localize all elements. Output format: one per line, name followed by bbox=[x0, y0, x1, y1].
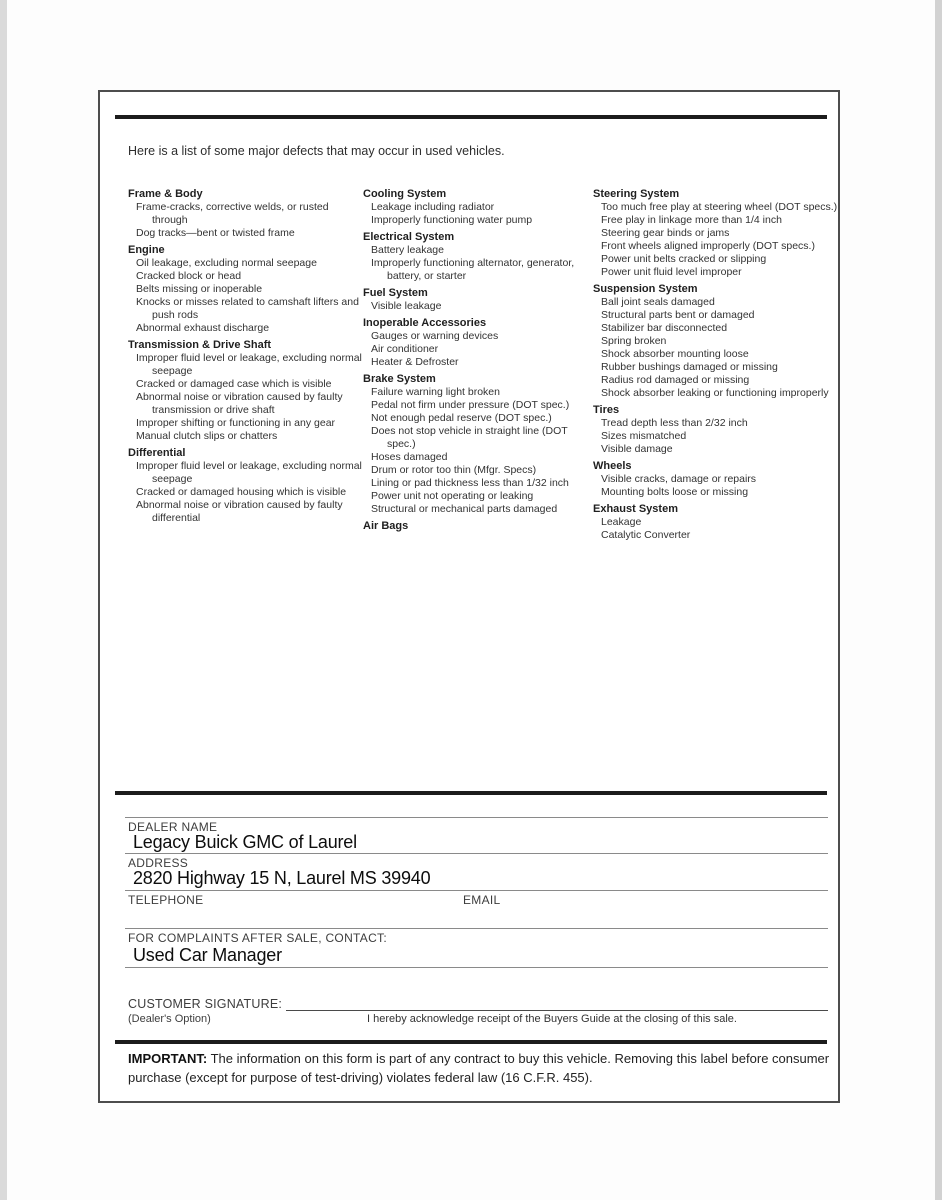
defect-item: Stabilizer bar disconnected bbox=[601, 322, 728, 334]
important-label: IMPORTANT: bbox=[128, 1051, 208, 1066]
important-notice bbox=[128, 1049, 833, 1087]
form-top-rule bbox=[115, 791, 827, 795]
intro-text: Here is a list of some major defects that may occur in used vehicles. bbox=[128, 144, 505, 158]
signature-row bbox=[128, 997, 828, 1011]
defect-item: Abnormal exhaust discharge bbox=[136, 322, 270, 334]
defect-item: Structural or mechanical parts damaged bbox=[371, 503, 558, 515]
defect-item: Improper shifting or functioning in any gear bbox=[136, 417, 336, 429]
defect-item: Cracked or damaged case which is visible bbox=[136, 378, 332, 390]
defect-item: Too much free play at steering wheel (DOT specs.) bbox=[601, 201, 838, 213]
defect-list bbox=[128, 184, 840, 542]
defect-item: Spring broken bbox=[601, 335, 667, 347]
complaints-bottomline bbox=[125, 967, 828, 968]
defect-item: Catalytic Converter bbox=[601, 529, 691, 541]
defect-item: Power unit belts cracked or slipping bbox=[601, 253, 767, 265]
defect-section-title: Differential bbox=[128, 447, 186, 459]
defect-section bbox=[363, 188, 593, 227]
defect-item: Improper fluid level or leakage, excluding normal seepage bbox=[136, 460, 362, 485]
email-label: EMAIL bbox=[463, 893, 501, 907]
complaints-label: FOR COMPLAINTS AFTER SALE, CONTACT: bbox=[128, 931, 387, 945]
defect-section-title: Suspension System bbox=[593, 283, 698, 295]
defect-item: Belts missing or inoperable bbox=[136, 283, 263, 295]
dealer-name-label: DEALER NAME bbox=[128, 820, 218, 834]
defect-section bbox=[128, 339, 363, 443]
defect-section-title: Engine bbox=[128, 244, 165, 256]
defect-item: Improperly functioning water pump bbox=[371, 214, 533, 226]
defect-item: Manual clutch slips or chatters bbox=[136, 430, 278, 442]
defect-item: Power unit not operating or leaking bbox=[371, 490, 534, 502]
defect-item: Power unit fluid level improper bbox=[601, 266, 742, 278]
defect-item: Pedal not firm under pressure (DOT spec.) bbox=[371, 399, 570, 411]
defect-section-title: Fuel System bbox=[363, 287, 428, 299]
defect-column-2 bbox=[363, 184, 593, 542]
defect-item: Not enough pedal reserve (DOT spec.) bbox=[371, 412, 552, 424]
defect-item: Visible cracks, damage or repairs bbox=[601, 473, 757, 485]
defect-item: Tread depth less than 2/32 inch bbox=[601, 417, 748, 429]
defect-item: Abnormal noise or vibration caused by faulty differential bbox=[136, 499, 343, 524]
defect-item: Battery leakage bbox=[371, 244, 444, 256]
complaints-value: Used Car Manager bbox=[133, 945, 282, 965]
defect-item: Visible damage bbox=[601, 443, 673, 455]
defect-section bbox=[593, 460, 840, 499]
defect-item: Improperly functioning alternator, generator, battery, or starter bbox=[371, 257, 575, 282]
dealer-name-topline bbox=[125, 817, 828, 818]
defect-section-title: Transmission & Drive Shaft bbox=[128, 339, 272, 351]
defect-section-title: Wheels bbox=[593, 460, 632, 472]
defect-item: Lining or pad thickness less than 1/32 inch bbox=[371, 477, 569, 489]
defect-item: Oil leakage, excluding normal seepage bbox=[136, 257, 317, 269]
important-top-rule bbox=[115, 1040, 827, 1044]
telephone-topline bbox=[125, 890, 828, 891]
defect-item: Frame-cracks, corrective welds, or rusted through bbox=[136, 201, 329, 226]
defect-section-title: Electrical System bbox=[363, 231, 455, 243]
defect-item: Free play in linkage more than 1/4 inch bbox=[601, 214, 782, 226]
defect-item: Ball joint seals damaged bbox=[601, 296, 715, 308]
dealer-name-value: Legacy Buick GMC of Laurel bbox=[133, 832, 357, 852]
defect-section-title: Exhaust System bbox=[593, 503, 678, 515]
defect-section bbox=[363, 287, 593, 313]
defect-column-1 bbox=[128, 184, 363, 542]
defect-item: Visible leakage bbox=[371, 300, 442, 312]
defect-section bbox=[363, 231, 593, 283]
defect-section bbox=[363, 373, 593, 516]
defect-item: Shock absorber leaking or functioning improperly bbox=[601, 387, 829, 399]
defect-section bbox=[363, 317, 593, 369]
defect-section-title: Frame & Body bbox=[128, 188, 203, 200]
address-value: 2820 Highway 15 N, Laurel MS 39940 bbox=[133, 868, 431, 888]
defect-item: Cracked block or head bbox=[136, 270, 242, 282]
defect-item: Abnormal noise or vibration caused by faulty transmission or drive shaft bbox=[136, 391, 343, 416]
defect-section-title: Inoperable Accessories bbox=[363, 317, 487, 329]
important-text: The information on this form is part of any contract to buy this vehicle. Removing this label before consumer purchase (except for purpose of test-driving) violates federal law (16 C.F.R. 455). bbox=[128, 1051, 830, 1085]
complaints-topline bbox=[125, 928, 828, 929]
buyers-guide-back-page bbox=[98, 90, 840, 1103]
defect-item: Rubber bushings damaged or missing bbox=[601, 361, 778, 373]
defect-item: Leakage including radiator bbox=[371, 201, 495, 213]
defect-item: Shock absorber mounting loose bbox=[601, 348, 749, 360]
defect-section bbox=[128, 447, 363, 525]
defect-section bbox=[363, 520, 593, 533]
defect-item: Does not stop vehicle in straight line (DOT spec.) bbox=[371, 425, 568, 450]
telephone-label: TELEPHONE bbox=[128, 893, 204, 907]
defect-section-title: Cooling System bbox=[363, 188, 447, 200]
defect-section-title: Tires bbox=[593, 404, 620, 416]
defect-section-title: Brake System bbox=[363, 373, 436, 385]
defect-item: Knocks or misses related to camshaft lifters and push rods bbox=[136, 296, 359, 321]
defect-item: Mounting bolts loose or missing bbox=[601, 486, 749, 498]
defect-item: Improper fluid level or leakage, excluding normal seepage bbox=[136, 352, 362, 377]
defect-section bbox=[593, 283, 840, 400]
defect-item: Failure warning light broken bbox=[371, 386, 500, 398]
defect-section bbox=[593, 404, 840, 456]
defect-section bbox=[593, 188, 840, 279]
defect-item: Sizes mismatched bbox=[601, 430, 687, 442]
defect-section-title: Steering System bbox=[593, 188, 680, 200]
defect-item: Front wheels aligned improperly (DOT specs.) bbox=[601, 240, 815, 252]
defect-column-3 bbox=[593, 184, 840, 542]
defect-item: Steering gear binds or jams bbox=[601, 227, 730, 239]
defect-item: Leakage bbox=[601, 516, 642, 528]
defect-item: Radius rod damaged or missing bbox=[601, 374, 750, 386]
defect-item: Drum or rotor too thin (Mfgr. Specs) bbox=[371, 464, 537, 476]
defect-section bbox=[593, 503, 840, 542]
address-label: ADDRESS bbox=[128, 856, 189, 870]
top-rule bbox=[115, 115, 827, 119]
defect-item: Structural parts bent or damaged bbox=[601, 309, 755, 321]
defect-item: Heater & Defroster bbox=[371, 356, 459, 368]
address-topline bbox=[125, 853, 828, 854]
defect-item: Hoses damaged bbox=[371, 451, 448, 463]
photo-edge-left bbox=[0, 0, 7, 1200]
defect-section bbox=[128, 188, 363, 240]
signature-line bbox=[286, 998, 828, 1011]
defect-item: Dog tracks—bent or twisted frame bbox=[136, 227, 295, 239]
signature-label: CUSTOMER SIGNATURE: bbox=[128, 997, 283, 1011]
defect-section bbox=[128, 244, 363, 335]
defect-section-title: Air Bags bbox=[363, 520, 409, 532]
defect-item: Cracked or damaged housing which is visible bbox=[136, 486, 347, 498]
signature-acknowledgement: I hereby acknowledge receipt of the Buyers Guide at the closing of this sale. bbox=[367, 1013, 737, 1025]
signature-sub-label: (Dealer's Option) bbox=[128, 1013, 211, 1025]
photo-edge-right bbox=[935, 0, 942, 1200]
defect-item: Gauges or warning devices bbox=[371, 330, 499, 342]
defect-item: Air conditioner bbox=[371, 343, 439, 355]
